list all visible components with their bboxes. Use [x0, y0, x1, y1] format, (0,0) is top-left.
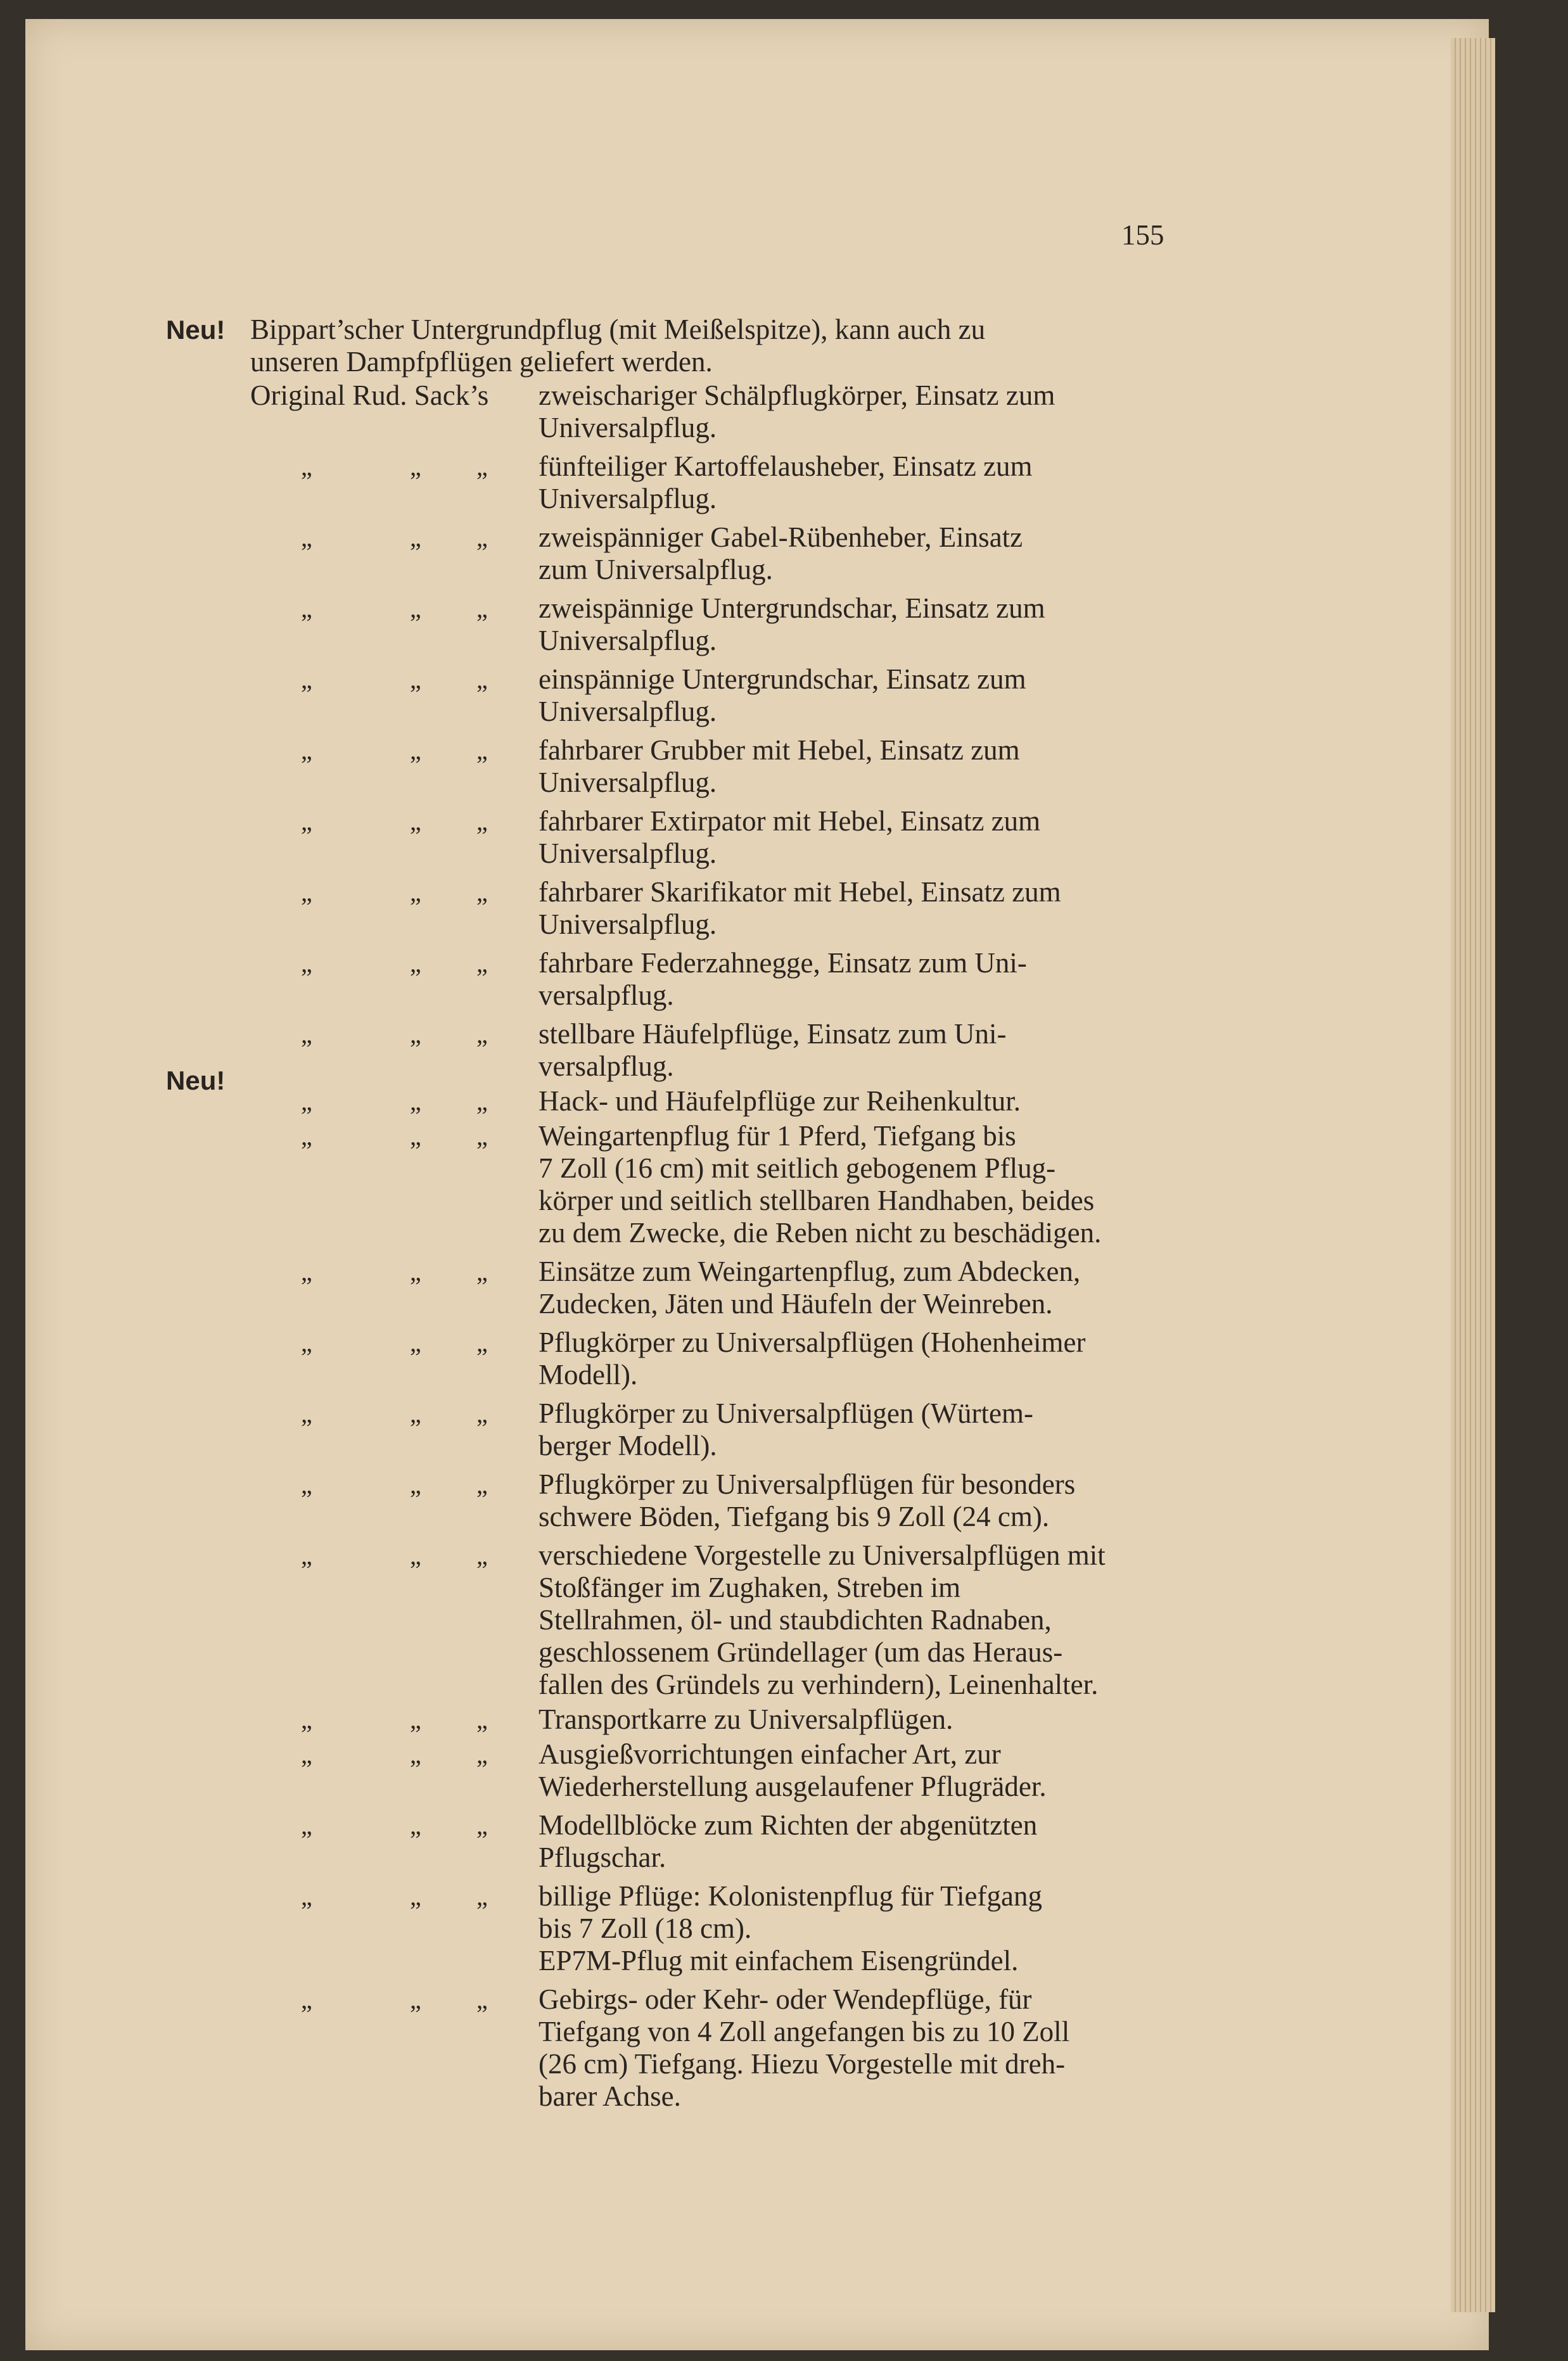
entry-line: Universalpflug. — [539, 908, 717, 940]
ditto-mark: „ — [410, 1705, 421, 1734]
entry-text — [539, 592, 1175, 657]
catalog-entry — [250, 1256, 1175, 1320]
entry-line: Universalpflug. — [539, 767, 717, 798]
ditto-mark: „ — [301, 878, 312, 907]
ditto-mark: „ — [301, 736, 312, 765]
entry-line: Modell). — [539, 1359, 638, 1391]
ditto-marks — [301, 592, 510, 625]
entry-line: Einsätze zum Weingartenpflug, zum Abdecken, — [539, 1256, 1081, 1287]
entry-line: Weingartenpflug für 1 Pferd, Tiefgang bis — [539, 1120, 1016, 1152]
page-edges — [1451, 38, 1495, 2312]
entry-line: berger Modell). — [539, 1430, 717, 1461]
ditto-marks — [301, 947, 510, 979]
entry-text — [539, 1703, 1175, 1736]
ditto-mark: „ — [301, 1541, 312, 1570]
intro-line-1: Bippart’scher Untergrundpflug (mit Meißelspitze), kann auch zu — [250, 314, 986, 345]
ditto-marks — [301, 1468, 510, 1501]
entry-line: EP7M-Pflug mit einfachem Eisengründel. — [539, 1945, 1019, 1976]
ditto-mark: „ — [410, 594, 421, 623]
entry-line: billige Pflüge: Kolonistenpflug für Tiefgang — [539, 1880, 1042, 1912]
catalog-entry — [250, 521, 1175, 586]
entry-line: Universalpflug. — [539, 837, 717, 869]
ditto-marks — [301, 663, 510, 696]
catalog-entry — [250, 876, 1175, 941]
entry-text — [539, 1120, 1175, 1249]
catalog-entry — [250, 1703, 1175, 1736]
ditto-mark: „ — [476, 1740, 488, 1769]
catalog-entry — [250, 592, 1175, 657]
ditto-marks — [301, 1327, 510, 1359]
neu-marker-top: Neu! — [166, 315, 226, 345]
entry-text — [539, 1539, 1175, 1701]
ditto-mark: „ — [410, 523, 421, 552]
entry-line: zweischariger Schälpflugkörper, Einsatz zum — [539, 379, 1055, 411]
ditto-mark: „ — [301, 949, 312, 977]
ditto-mark: „ — [476, 1985, 488, 2014]
ditto-mark: „ — [410, 1882, 421, 1911]
ditto-mark: „ — [410, 665, 421, 694]
ditto-mark: „ — [410, 452, 421, 481]
catalog-entry — [250, 1738, 1175, 1803]
entry-text — [539, 876, 1175, 941]
ditto-marks — [301, 521, 510, 554]
catalog-entry — [250, 1468, 1175, 1533]
catalog-entry — [250, 379, 1175, 444]
ditto-marks — [301, 1120, 510, 1152]
catalog-entry — [250, 1397, 1175, 1462]
ditto-mark: „ — [476, 1399, 488, 1428]
entry-line: Gebirgs- oder Kehr- oder Wendepflüge, für — [539, 1983, 1032, 2015]
ditto-mark: „ — [476, 1257, 488, 1286]
entry-line: schwere Böden, Tiefgang bis 9 Zoll (24 cm). — [539, 1501, 1050, 1532]
ditto-mark: „ — [301, 1705, 312, 1734]
entry-text — [539, 663, 1175, 728]
entry-text — [539, 1809, 1175, 1874]
ditto-marks — [301, 1983, 510, 2016]
ditto-marks — [301, 1539, 510, 1572]
ditto-marks — [301, 1738, 510, 1771]
catalog-entry — [250, 947, 1175, 1012]
entry-line: fünfteiliger Kartoffelausheber, Einsatz zum — [539, 450, 1033, 482]
entry-line: Pflugkörper zu Universalpflügen (Hohenheimer — [539, 1327, 1086, 1358]
entry-line: 7 Zoll (16 cm) mit seitlich gebogenem Pflug- — [539, 1152, 1056, 1184]
entry-text — [539, 1983, 1175, 2113]
ditto-mark: „ — [476, 1882, 488, 1911]
entry-line: Universalpflug. — [539, 412, 717, 443]
catalog-entry — [250, 1085, 1175, 1117]
ditto-mark: „ — [301, 1740, 312, 1769]
ditto-mark: „ — [476, 1122, 488, 1150]
catalog-entry — [250, 1880, 1175, 1977]
catalog-entry — [250, 1539, 1175, 1701]
ditto-mark: „ — [301, 1257, 312, 1286]
original-label: Original Rud. Sack’s — [250, 379, 489, 411]
catalog-entry — [250, 663, 1175, 728]
catalog-entry — [250, 1809, 1175, 1874]
entry-text — [539, 734, 1175, 799]
entry-line: zum Universalpflug. — [539, 554, 773, 585]
ditto-mark: „ — [476, 1705, 488, 1734]
ditto-mark: „ — [476, 1470, 488, 1499]
ditto-mark: „ — [410, 807, 421, 836]
page-number: 155 — [1121, 219, 1164, 251]
entry-text — [539, 947, 1175, 1012]
ditto-marks — [301, 450, 510, 483]
entry-line: stellbare Häufelpflüge, Einsatz zum Uni- — [539, 1018, 1007, 1050]
ditto-mark: „ — [476, 949, 488, 977]
ditto-mark: „ — [476, 1087, 488, 1116]
entry-line: (26 cm) Tiefgang. Hiezu Vorgestelle mit dreh- — [539, 2048, 1066, 2080]
catalog-entry — [250, 805, 1175, 870]
entry-text — [539, 1327, 1175, 1391]
ditto-marks — [301, 1085, 510, 1117]
ditto-mark: „ — [301, 1882, 312, 1911]
entry-line: fahrbarer Skarifikator mit Hebel, Einsatz zum — [539, 876, 1061, 908]
ditto-marks — [301, 1256, 510, 1288]
entry-line: Stellrahmen, öl- und staubdichten Radnaben, — [539, 1604, 1052, 1636]
intro-line-2: unseren Dampfpflügen geliefert werden. — [250, 346, 713, 378]
ditto-mark: „ — [301, 1328, 312, 1357]
ditto-marks — [301, 805, 510, 837]
entry-text — [539, 805, 1175, 870]
ditto-mark: „ — [301, 1087, 312, 1116]
catalog-entry — [250, 1120, 1175, 1249]
ditto-marks — [301, 1703, 510, 1736]
ditto-mark: „ — [301, 1470, 312, 1499]
ditto-mark: „ — [476, 878, 488, 907]
ditto-mark: „ — [410, 1087, 421, 1116]
ditto-marks — [301, 876, 510, 908]
entry-line: fahrbare Federzahnegge, Einsatz zum Uni- — [539, 947, 1027, 979]
entry-text — [539, 521, 1175, 586]
ditto-mark: „ — [301, 665, 312, 694]
entry-list — [250, 379, 1175, 2113]
entry-line: Wiederherstellung ausgelaufener Pflugräder. — [539, 1771, 1047, 1802]
ditto-mark: „ — [410, 1470, 421, 1499]
ditto-mark: „ — [301, 594, 312, 623]
neu-marker-weingartenpflug: Neu! — [166, 1066, 226, 1095]
entry-text — [539, 379, 1175, 444]
entry-line: bis 7 Zoll (18 cm). — [539, 1912, 752, 1944]
ditto-marks — [301, 734, 510, 767]
ditto-mark: „ — [301, 1122, 312, 1150]
ditto-mark: „ — [301, 452, 312, 481]
catalog-entry — [250, 734, 1175, 799]
ditto-mark: „ — [476, 1328, 488, 1357]
entry-line: Universalpflug. — [539, 696, 717, 727]
entry-line: Stoßfänger im Zughaken, Streben im — [539, 1572, 961, 1603]
catalog-entry — [250, 1018, 1175, 1083]
ditto-mark: „ — [410, 736, 421, 765]
entry-line: Pflugkörper zu Universalpflügen (Würtem- — [539, 1397, 1033, 1429]
entry-line: versalpflug. — [539, 979, 674, 1011]
entry-line: Tiefgang von 4 Zoll angefangen bis zu 10 Zoll — [539, 2016, 1070, 2047]
ditto-mark: „ — [410, 1541, 421, 1570]
ditto-marks — [301, 1397, 510, 1430]
ditto-mark: „ — [410, 1399, 421, 1428]
ditto-mark: „ — [301, 1985, 312, 2014]
entry-line: Modellblöcke zum Richten der abgenützten — [539, 1809, 1038, 1841]
ditto-mark: „ — [476, 594, 488, 623]
entry-text — [539, 1880, 1175, 1977]
entry-line: fahrbarer Extirpator mit Hebel, Einsatz zum — [539, 805, 1041, 837]
entry-line: fallen des Gründels zu verhindern), Leinenhalter. — [539, 1669, 1099, 1700]
entry-text — [539, 1256, 1175, 1320]
entry-line: zu dem Zwecke, die Reben nicht zu beschädigen. — [539, 1217, 1102, 1249]
ditto-mark: „ — [410, 949, 421, 977]
entry-line: zweispännige Untergrundschar, Einsatz zum — [539, 592, 1045, 624]
entry-text — [539, 1085, 1175, 1117]
ditto-mark: „ — [410, 1257, 421, 1286]
ditto-mark: „ — [301, 1399, 312, 1428]
entry-line: Hack- und Häufelpflüge zur Reihenkultur. — [539, 1085, 1021, 1117]
ditto-marks — [301, 1809, 510, 1842]
ditto-mark: „ — [476, 807, 488, 836]
ditto-mark: „ — [301, 807, 312, 836]
entry-line: körper und seitlich stellbaren Handhaben, beides — [539, 1185, 1095, 1216]
catalog-entry — [250, 450, 1175, 515]
ditto-mark: „ — [476, 1020, 488, 1048]
entry-line: Pflugschar. — [539, 1842, 666, 1873]
entry-line: barer Achse. — [539, 2080, 681, 2112]
catalog-entry — [250, 1983, 1175, 2113]
ditto-mark: „ — [301, 523, 312, 552]
ditto-mark: „ — [410, 1122, 421, 1150]
entry-line: zweispänniger Gabel-Rübenheber, Einsatz — [539, 521, 1023, 553]
entry-line: Ausgießvorrichtungen einfacher Art, zur — [539, 1738, 1001, 1770]
ditto-marks — [301, 1880, 510, 1912]
ditto-mark: „ — [410, 1020, 421, 1048]
ditto-mark: „ — [410, 878, 421, 907]
catalog-listing — [250, 209, 1175, 2113]
ditto-mark: „ — [476, 736, 488, 765]
ditto-mark: „ — [410, 1985, 421, 2014]
entry-line: verschiedene Vorgestelle zu Universalpflügen mit — [539, 1539, 1106, 1571]
ditto-mark: „ — [476, 452, 488, 481]
ditto-mark: „ — [410, 1811, 421, 1840]
entry-line: einspännige Untergrundschar, Einsatz zum — [539, 663, 1026, 695]
entry-line: Universalpflug. — [539, 483, 717, 514]
ditto-mark: „ — [410, 1740, 421, 1769]
ditto-marks — [301, 1018, 510, 1050]
ditto-mark: „ — [476, 665, 488, 694]
entry-line: Pflugkörper zu Universalpflügen für besonders — [539, 1468, 1076, 1500]
entry-line: versalpflug. — [539, 1050, 674, 1082]
entry-text — [539, 450, 1175, 515]
entry-text — [539, 1397, 1175, 1462]
entry-text — [539, 1468, 1175, 1533]
ditto-mark: „ — [476, 1541, 488, 1570]
entry-line: Transportkarre zu Universalpflügen. — [539, 1703, 953, 1735]
ditto-mark: „ — [410, 1328, 421, 1357]
ditto-mark: „ — [476, 523, 488, 552]
entry-line: fahrbarer Grubber mit Hebel, Einsatz zum — [539, 734, 1020, 766]
entry-line: Zudecken, Jäten und Häufeln der Weinreben. — [539, 1288, 1053, 1320]
entry-line: geschlossenem Gründellager (um das Heraus- — [539, 1636, 1063, 1668]
entry-line: Universalpflug. — [539, 625, 717, 656]
ditto-mark: „ — [301, 1811, 312, 1840]
ditto-mark: „ — [301, 1020, 312, 1048]
ditto-mark: „ — [476, 1811, 488, 1840]
entry-text — [539, 1738, 1175, 1803]
entry-text — [539, 1018, 1175, 1083]
catalog-entry — [250, 1327, 1175, 1391]
